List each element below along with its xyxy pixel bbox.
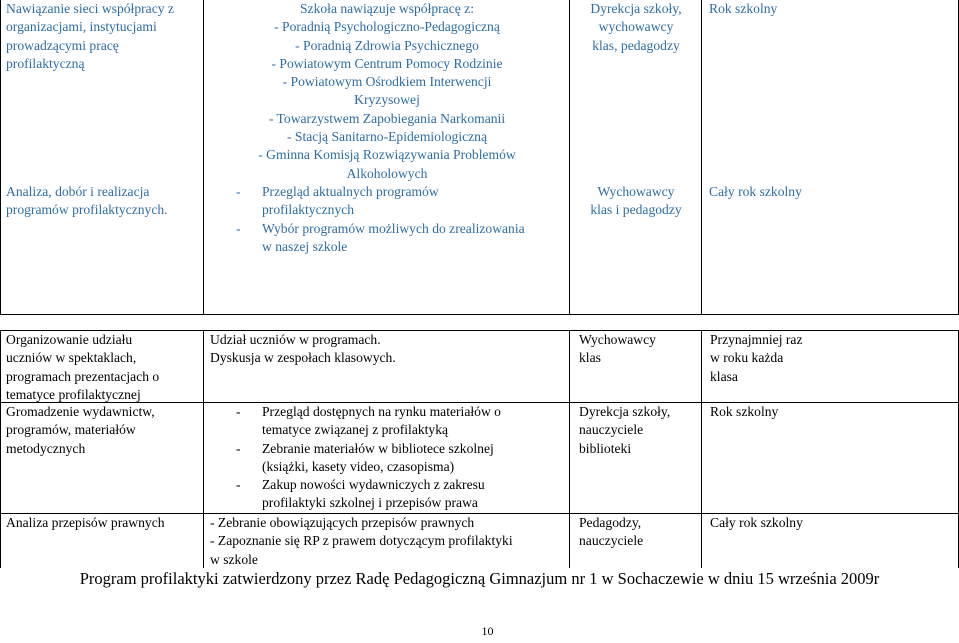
text-line: - Stacją Sanitarno-Epidemiologiczną	[286, 129, 488, 145]
list-dash: -	[236, 184, 241, 199]
text-line: Dyrekcja szkoły,	[590, 1, 682, 16]
text-line: w roku każda	[710, 350, 784, 366]
cell-cooperation-list	[204, 0, 570, 183]
cell-responsible-2	[570, 183, 702, 220]
cell-responsible-1	[570, 0, 702, 55]
list-item: Zakup nowości wydawniczych z zakresu	[262, 477, 485, 492]
text-line: programach prezentacjach o	[6, 368, 160, 384]
list-item-cont: w naszej szkole	[262, 239, 348, 254]
cell-responsible-materials	[579, 403, 670, 458]
list-dash: -	[236, 404, 241, 419]
text-line: klas, pedagodzy	[592, 37, 680, 53]
list-item-cont: profilaktyki szkolnej i przepisów prawa	[262, 495, 478, 510]
text-line: uczniów w spektaklach,	[6, 350, 137, 366]
text-line: metodycznych	[6, 440, 86, 456]
cell-term-1: Rok szkolny	[709, 1, 778, 16]
page-number: 10	[481, 624, 494, 638]
text-line: tematyce profilaktycznej	[6, 386, 141, 402]
text-line: - Poradnią Psychologiczno-Pedagogiczną	[274, 19, 500, 35]
text-line: - Poradnią Zdrowia Psychicznego	[295, 37, 479, 53]
cell-activity-materials	[6, 403, 155, 458]
list-item-cont: tematyce związanej z profilaktyką	[262, 422, 449, 437]
text-line: biblioteki	[579, 440, 632, 456]
text-line: nauczyciele	[579, 422, 644, 438]
cell-term-materials: Rok szkolny	[710, 404, 779, 419]
text-line: - Zapoznanie się RP z prawem dotyczącym profilaktyki	[210, 533, 513, 549]
cell-method-spectacles	[210, 331, 396, 368]
text-line: - Powiatowym Centrum Pomocy Rodzinie	[271, 55, 503, 71]
text-line: klasa	[710, 368, 738, 384]
approval-note: Program profilaktyki zatwierdzony przez Radę Pedagogiczną Gimnazjum nr 1 w Sochaczewie w dniu 15 września 2009r	[79, 569, 880, 588]
text-line: Organizowanie udziału	[6, 332, 133, 347]
list-item: Przegląd dostępnych na rynku materiałów o	[262, 404, 501, 419]
list-item: Wybór programów możliwych do zrealizowania	[262, 221, 525, 236]
text-line: programów, materiałów	[6, 422, 136, 438]
text-line: klas	[579, 350, 601, 366]
text-line: prowadzącymi pracę	[6, 37, 119, 53]
text-line: Dyrekcja szkoły,	[579, 404, 671, 419]
text-line: profilaktyczną	[6, 55, 85, 71]
text-line: - Towarzystwem Zapobiegania Narkomanii	[268, 110, 506, 126]
list-item-cont: (książki, kasety video, czasopisma)	[262, 459, 455, 474]
text-line: Wychowawcy	[597, 184, 675, 199]
cell-activity-spectacles	[6, 331, 159, 404]
list-dash: -	[236, 221, 241, 236]
text-line: organizacjami, instytucjami	[6, 19, 157, 35]
text-line: Wychowawcy	[579, 332, 656, 347]
text-line: Analiza, dobór i realizacja	[6, 184, 150, 199]
cell-term-2: Cały rok szkolny	[709, 184, 802, 199]
list-dash: -	[236, 441, 241, 456]
text-line: w szkole	[210, 551, 258, 567]
list-item: Przegląd aktualnych programów	[262, 184, 439, 199]
text-line: klas i pedagodzy	[590, 202, 682, 218]
list-dash: -	[236, 477, 241, 492]
list-item-cont: profilaktycznych	[262, 202, 355, 217]
text-line: nauczyciele	[579, 533, 644, 549]
cell-term-law: Cały rok szkolny	[710, 515, 803, 530]
cell-responsible-law	[579, 514, 643, 551]
cell-responsible-spectacles	[579, 331, 656, 368]
text-line: Alkoholowych	[346, 165, 428, 181]
text-line: Szkoła nawiązuje współpracę z:	[299, 1, 474, 16]
text-line: - Gminna Komisją Rozwiązywania Problemów	[258, 147, 516, 163]
text-line: programów profilaktycznych.	[6, 202, 168, 218]
cell-term-spectacles	[710, 331, 802, 386]
text-line: Kryzysowej	[354, 92, 420, 108]
text-line: Przynajmniej raz	[710, 332, 803, 347]
text-line: wychowawcy	[598, 19, 674, 35]
text-line: - Zebranie obowiązujących przepisów prawnych	[210, 515, 475, 530]
cell-method-law	[210, 514, 513, 569]
cell-activity-programs	[6, 183, 168, 220]
text-line: Udział uczniów w programach.	[210, 332, 381, 347]
cell-activity-law: Analiza przepisów prawnych	[6, 515, 165, 530]
cell-activity-network	[6, 0, 174, 73]
text-line: Gromadzenie wydawnictw,	[6, 404, 155, 419]
text-line: Nawiązanie sieci współpracy z	[6, 1, 174, 16]
text-line: Dyskusja w zespołach klasowych.	[210, 350, 396, 366]
text-line: Pedagodzy,	[579, 515, 642, 530]
list-item: Zebranie materiałów w bibliotece szkolnej	[262, 441, 494, 456]
text-line: - Powiatowym Ośrodkiem Interwencji	[282, 74, 492, 90]
